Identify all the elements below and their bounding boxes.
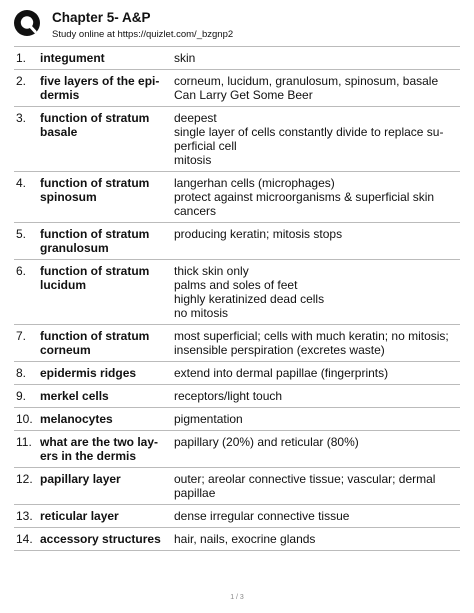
definition-line: receptors/light touch bbox=[174, 389, 283, 403]
term bbox=[40, 435, 174, 463]
definition-line: hair, nails, exocrine glands bbox=[174, 532, 316, 546]
definition-line: Can Larry Get Some Beer bbox=[174, 88, 313, 102]
term-row bbox=[14, 47, 460, 70]
row-number: 8. bbox=[16, 366, 27, 380]
term-line: epidermis ridges bbox=[40, 366, 137, 380]
term-line: corneum bbox=[40, 343, 91, 357]
term-line: function of stratum bbox=[40, 264, 150, 278]
term-line: reticular layer bbox=[40, 509, 119, 523]
term bbox=[40, 176, 174, 218]
term-line: function of stratum bbox=[40, 111, 150, 125]
definition bbox=[174, 389, 460, 403]
row-number: 1. bbox=[16, 51, 27, 65]
row-number: 11. bbox=[16, 435, 32, 449]
term-row bbox=[14, 260, 460, 325]
term bbox=[40, 111, 174, 167]
definition bbox=[174, 435, 460, 463]
term-line: function of stratum bbox=[40, 227, 150, 241]
definition-line: outer; areolar connective tissue; vascular; dermal bbox=[174, 472, 436, 486]
definition bbox=[174, 509, 460, 523]
definition-line: langerhan cells (microphages) bbox=[174, 176, 335, 190]
row-number: 6. bbox=[16, 264, 27, 278]
definition-line: mitosis bbox=[174, 153, 212, 167]
definition bbox=[174, 51, 460, 65]
term bbox=[40, 412, 174, 426]
row-number: 14. bbox=[16, 532, 33, 546]
term-line: spinosum bbox=[40, 190, 97, 204]
term-row bbox=[14, 431, 460, 468]
row-number: 4. bbox=[16, 176, 27, 190]
term bbox=[40, 74, 174, 102]
term-row bbox=[14, 528, 460, 551]
term-row bbox=[14, 107, 460, 172]
page-title: Chapter 5- A&P bbox=[52, 10, 151, 25]
term bbox=[40, 509, 174, 523]
row-number: 10. bbox=[16, 412, 33, 426]
term bbox=[40, 227, 174, 255]
term-line: ers in the dermis bbox=[40, 449, 137, 463]
term-row bbox=[14, 70, 460, 107]
term-line: function of stratum bbox=[40, 329, 150, 343]
row-number: 13. bbox=[16, 509, 33, 523]
definition-line: deepest bbox=[174, 111, 217, 125]
definition-line: producing keratin; mitosis stops bbox=[174, 227, 343, 241]
term-line: five layers of the epi- bbox=[40, 74, 160, 88]
term-row bbox=[14, 223, 460, 260]
term-line: function of stratum bbox=[40, 176, 150, 190]
definition-line: palms and soles of feet bbox=[174, 278, 298, 292]
term-line: accessory structures bbox=[40, 532, 161, 546]
flashcard-table bbox=[14, 46, 460, 551]
definition bbox=[174, 329, 460, 357]
term-row bbox=[14, 362, 460, 385]
term-row bbox=[14, 385, 460, 408]
term-line: merkel cells bbox=[40, 389, 109, 403]
term-row bbox=[14, 325, 460, 362]
quizlet-logo-icon[interactable] bbox=[14, 10, 40, 36]
definition bbox=[174, 176, 460, 218]
definition bbox=[174, 472, 460, 500]
definition bbox=[174, 532, 460, 546]
row-number: 5. bbox=[16, 227, 27, 241]
definition-line: papillae bbox=[174, 486, 216, 500]
row-number: 7. bbox=[16, 329, 27, 343]
term bbox=[40, 51, 174, 65]
study-link[interactable]: Study online at https://quizlet.com/_bzgnp2 bbox=[52, 29, 234, 40]
term bbox=[40, 532, 174, 546]
term-row bbox=[14, 468, 460, 505]
term-row bbox=[14, 408, 460, 431]
definition bbox=[174, 412, 460, 426]
term-line: dermis bbox=[40, 88, 80, 102]
definition-line: dense irregular connective tissue bbox=[174, 509, 350, 523]
row-number: 9. bbox=[16, 389, 27, 403]
definition-line: most superficial; cells with much keratin; no mitosis; bbox=[174, 329, 449, 343]
term-line: melanocytes bbox=[40, 412, 113, 426]
term bbox=[40, 366, 174, 380]
definition-line: pigmentation bbox=[174, 412, 243, 426]
definition bbox=[174, 227, 460, 255]
page-number: 1 / 3 bbox=[230, 594, 244, 601]
term-line: lucidum bbox=[40, 278, 87, 292]
definition bbox=[174, 111, 460, 167]
row-number: 2. bbox=[16, 74, 27, 88]
definition-line: corneum, lucidum, granulosum, spinosum, basale bbox=[174, 74, 439, 88]
definition-line: perficial cell bbox=[174, 139, 237, 153]
header bbox=[14, 10, 460, 44]
definition-line: highly keratinized dead cells bbox=[174, 292, 325, 306]
definition-line: no mitosis bbox=[174, 306, 229, 320]
definition-line: papillary (20%) and reticular (80%) bbox=[174, 435, 359, 449]
term-line: integument bbox=[40, 51, 105, 65]
term bbox=[40, 389, 174, 403]
definition-line: protect against microorganisms & superficial skin bbox=[174, 190, 435, 204]
row-number: 3. bbox=[16, 111, 27, 125]
row-number: 12. bbox=[16, 472, 33, 486]
definition-line: cancers bbox=[174, 204, 217, 218]
term bbox=[40, 264, 174, 320]
term-row bbox=[14, 172, 460, 223]
term bbox=[40, 472, 174, 500]
definition-line: skin bbox=[174, 51, 196, 65]
definition-line: single layer of cells constantly divide to replace su- bbox=[174, 125, 444, 139]
definition bbox=[174, 264, 460, 320]
definition-line: extend into dermal papillae (fingerprints) bbox=[174, 366, 389, 380]
term bbox=[40, 329, 174, 357]
definition bbox=[174, 366, 460, 380]
term-line: granulosum bbox=[40, 241, 109, 255]
term-line: papillary layer bbox=[40, 472, 121, 486]
term-line: what are the two lay- bbox=[40, 435, 159, 449]
definition-line: thick skin only bbox=[174, 264, 249, 278]
term-line: basale bbox=[40, 125, 78, 139]
term-row bbox=[14, 505, 460, 528]
definition-line: insensible perspiration (excretes waste) bbox=[174, 343, 385, 357]
definition bbox=[174, 74, 460, 102]
